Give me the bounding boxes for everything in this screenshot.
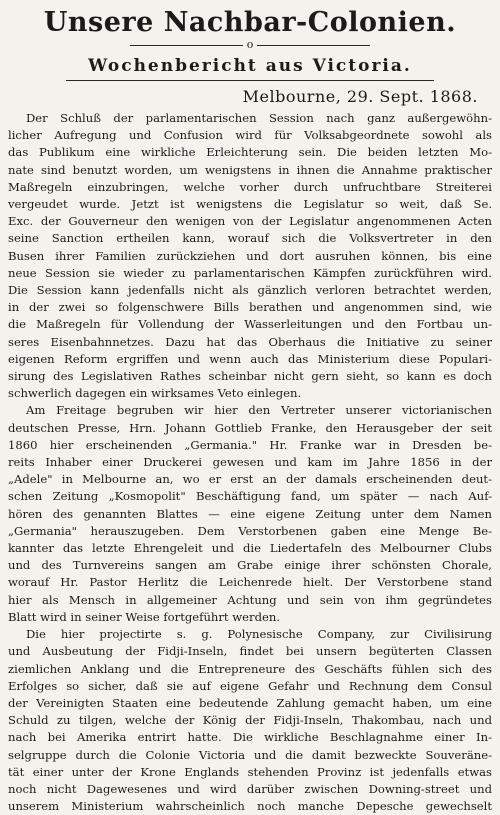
text-line: deutschen Presse, Hrn. Johann Gottlieb Franke, den Herausgeber der seit bbox=[8, 420, 492, 435]
text-line: das Publikum eine wirkliche Erleichterung sein. Die beiden letzten Mo- bbox=[8, 145, 492, 160]
text-line: seres Eisenbahnnetzes. Dazu hat das Oberhaus die Initiative zu seiner bbox=[8, 334, 492, 349]
text-line: „Germania" herauszugeben. Dem Verstorbenen gaben eine Menge Be- bbox=[8, 523, 492, 538]
text-line: worauf Hr. Pastor Herlitz die Leichenrede hielt. Der Verstorbene stand bbox=[8, 575, 492, 590]
text-line: Blatt wird in seiner Weise fortgeführt werden. bbox=[8, 609, 281, 624]
text-line: Die Session kann jedenfalls nicht als gänzlich verloren betrachtet werden, bbox=[8, 283, 492, 298]
article-subtitle: Wochenbericht aus Victoria. bbox=[88, 56, 412, 76]
text-line: Die hier projectirte s. g. Polynesische Company, zur Civilisirung bbox=[26, 627, 492, 642]
subtitle-rule bbox=[66, 80, 434, 81]
text-line: Erfolges so sicher, daß sie auf eigene Gefahr und Rechnung dem Consul bbox=[8, 678, 492, 693]
dateline: Melbourne, 29. Sept. 1868. bbox=[242, 87, 478, 106]
title-divider bbox=[130, 40, 370, 52]
text-line: in der zwei so folgenschwere Bills berathen und angenommen sind, wie bbox=[8, 300, 492, 315]
text-line: schen Zeitung „Kosmopolit" Beschäftigung fand, um später — nach Auf- bbox=[8, 489, 492, 504]
text-line: Busen ihrer Familien zurückziehen und dort ausruhen können, bis eine bbox=[8, 248, 492, 263]
text-line: die Maßregeln für Vollendung der Wasserleitungen und den Fortbau un- bbox=[8, 317, 492, 332]
text-line: noch nicht Dagewesenes und wird darüber zwischen Downing-street und bbox=[8, 781, 492, 796]
text-line: eigenen Reform ergriffen und wenn auch das Ministerium diese Populari- bbox=[8, 351, 492, 366]
text-line: neue Session sie wieder zu parlamentarischen Kämpfen zurückführen wird. bbox=[8, 265, 492, 280]
text-line: reits Inhaber einer Druckerei gewesen und kam im Jahre 1856 in der bbox=[8, 455, 492, 470]
text-line: ziemlichen Anklang und die Entrepreneure des Geschäfts fühlen sich des bbox=[8, 661, 492, 676]
newspaper-page bbox=[0, 6, 500, 814]
text-line: und Ausbeutung der Fidji-Inseln, findet bei unsern begüterten Classen bbox=[8, 644, 492, 659]
text-line: selgruppe durch die Colonie Victoria und die damit bezweckte Souveräne- bbox=[8, 747, 492, 762]
text-line: Maßregeln einzubringen, welche vorher durch unfruchtbare Streiterei bbox=[8, 179, 492, 194]
text-line: Schuld zu tilgen, welche der König der Fidji-Inseln, Thakombau, nach und bbox=[8, 713, 492, 728]
text-line: Exc. der Gouverneur den wenigen von der Legislatur angenommenen Acten bbox=[8, 214, 492, 229]
text-line: Der Schluß der parlamentarischen Session nach ganz außergewöhn- bbox=[26, 111, 492, 125]
divider-ornament: o bbox=[243, 38, 258, 51]
text-line: der Vereinigten Staaten eine bedeutende Zahlung gemacht haben, um eine bbox=[8, 695, 492, 710]
text-line: nach bei Amerika entrirt hatte. Die wirkliche Beschlagnahme einer In- bbox=[8, 730, 492, 745]
text-line: nate sind benutzt worden, um wenigstens in ihnen die Annahme praktischer bbox=[8, 162, 492, 177]
text-line: und des Turnvereins sangen am Grabe einige ihrer schönsten Chorale, bbox=[8, 558, 492, 573]
text-line: vergeudet wurde. Jetzt ist wenigstens die Legislatur so weit, daß Se. bbox=[8, 197, 492, 212]
text-line: licher Aufregung und Confusion wird für Volksabgeordnete sowohl als bbox=[8, 128, 492, 143]
text-line: hier als Mensch in allgemeiner Achtung und sein von ihm gegründetes bbox=[8, 592, 492, 607]
text-line: „Adele" in Melbourne an, wo er erst an der damals erscheinenden deut- bbox=[8, 472, 492, 487]
text-line: schwerlich dagegen ein wirksames Veto einlegen. bbox=[8, 386, 302, 401]
text-line: 1860 hier erscheinenden „Germania." Hr. Franke war in Dresden be- bbox=[8, 437, 492, 452]
text-line: unserem Ministerium wahrscheinlich noch manche Depesche gewechselt bbox=[8, 799, 492, 814]
text-line: Am Freitage begruben wir hier den Vertreter unserer victorianischen bbox=[26, 403, 492, 418]
text-line: seine Sanction ertheilen kann, worauf sich die Volksvertreter in den bbox=[8, 231, 492, 246]
text-line: tät einer unter der Krone Englands stehenden Provinz ist jedenfalls etwas bbox=[8, 764, 492, 779]
text-line: hören des genannten Blattes — eine eigene Zeitung unter dem Namen bbox=[8, 506, 492, 521]
text-line: kannter das letzte Ehrengeleit und die Liedertafeln des Melbourner Clubs bbox=[8, 541, 492, 556]
article-body bbox=[0, 110, 500, 815]
article-title: Unsere Nachbar-Colonien. bbox=[43, 7, 457, 38]
text-line: sirung des Legislativen Rathes scheinbar nicht gern sieht, so kann es doch bbox=[8, 369, 492, 384]
